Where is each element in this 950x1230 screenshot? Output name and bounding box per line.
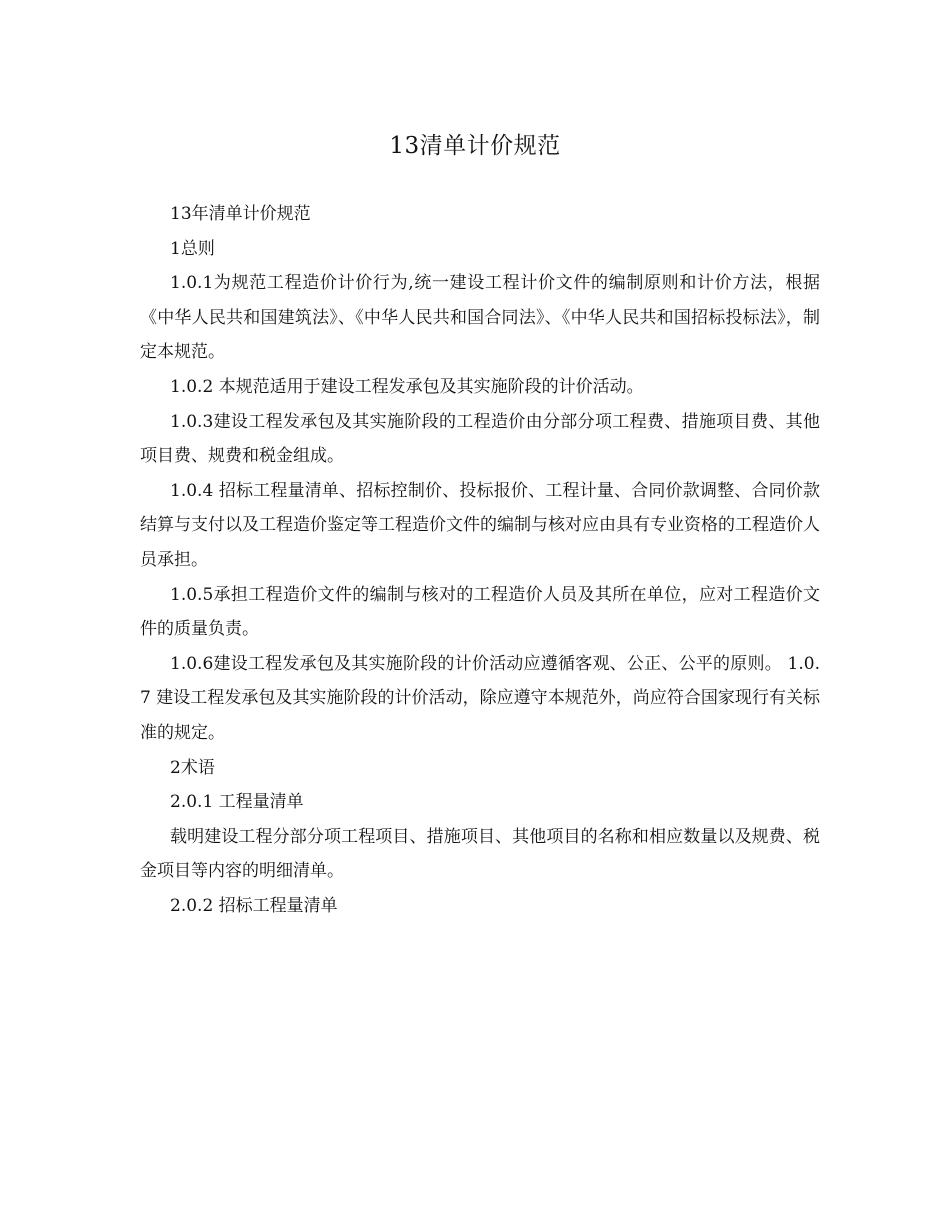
term-2-0-1-heading: 2.0.1 工程量清单 xyxy=(170,792,304,813)
document-title: 13清单计价规范 xyxy=(389,133,561,159)
clause-1-0-5: 1.0.5承担工程造价文件的编制与核对的工程造价人员及其所在单位，应对工程造价文件的质量负责。 xyxy=(140,584,820,640)
document-body xyxy=(140,197,820,923)
section-heading-general: 1总则 xyxy=(170,238,215,259)
clause-1-0-2: 1.0.2 本规范适用于建设工程发承包及其实施阶段的计价活动。 xyxy=(170,376,644,397)
clause-1-0-4: 1.0.4 招标工程量清单、招标控制价、投标报价、工程计量、合同价款调整、合同价款结算与支付以及工程造价鉴定等工程造价文件的编制与核对应由具有专业资格的工程造价人员承担。 xyxy=(140,480,820,570)
section-heading-terms: 2术语 xyxy=(170,757,215,778)
paragraph-heading-13-year: 13年清单计价规范 xyxy=(170,204,311,224)
term-2-0-1-definition: 载明建设工程分部分项工程项目、措施项目、其他项目的名称和相应数量以及规费、税金项目等内容的明细清单。 xyxy=(140,826,820,882)
clause-1-0-1: 1.0.1为规范工程造价计价行为,统一建设工程计价文件的编制原则和计价方法，根据《中华人民共和国建筑法》、《中华人民共和国合同法》、《中华人民共和国招标投标法》，制定本规范。 xyxy=(140,273,820,363)
clause-1-0-3: 1.0.3建设工程发承包及其实施阶段的工程造价由分部分项工程费、措施项目费、其他项目费、规费和税金组成。 xyxy=(140,411,820,467)
clause-1-0-6-and-1-0-7: 1.0.6建设工程发承包及其实施阶段的计价活动应遵循客观、公正、公平的原则。 1.0.7 建设工程发承包及其实施阶段的计价活动，除应遵守本规范外，尚应符合国家现行有关标准的规定。 xyxy=(140,653,820,743)
term-2-0-2-heading: 2.0.2 招标工程量清单 xyxy=(170,895,338,916)
